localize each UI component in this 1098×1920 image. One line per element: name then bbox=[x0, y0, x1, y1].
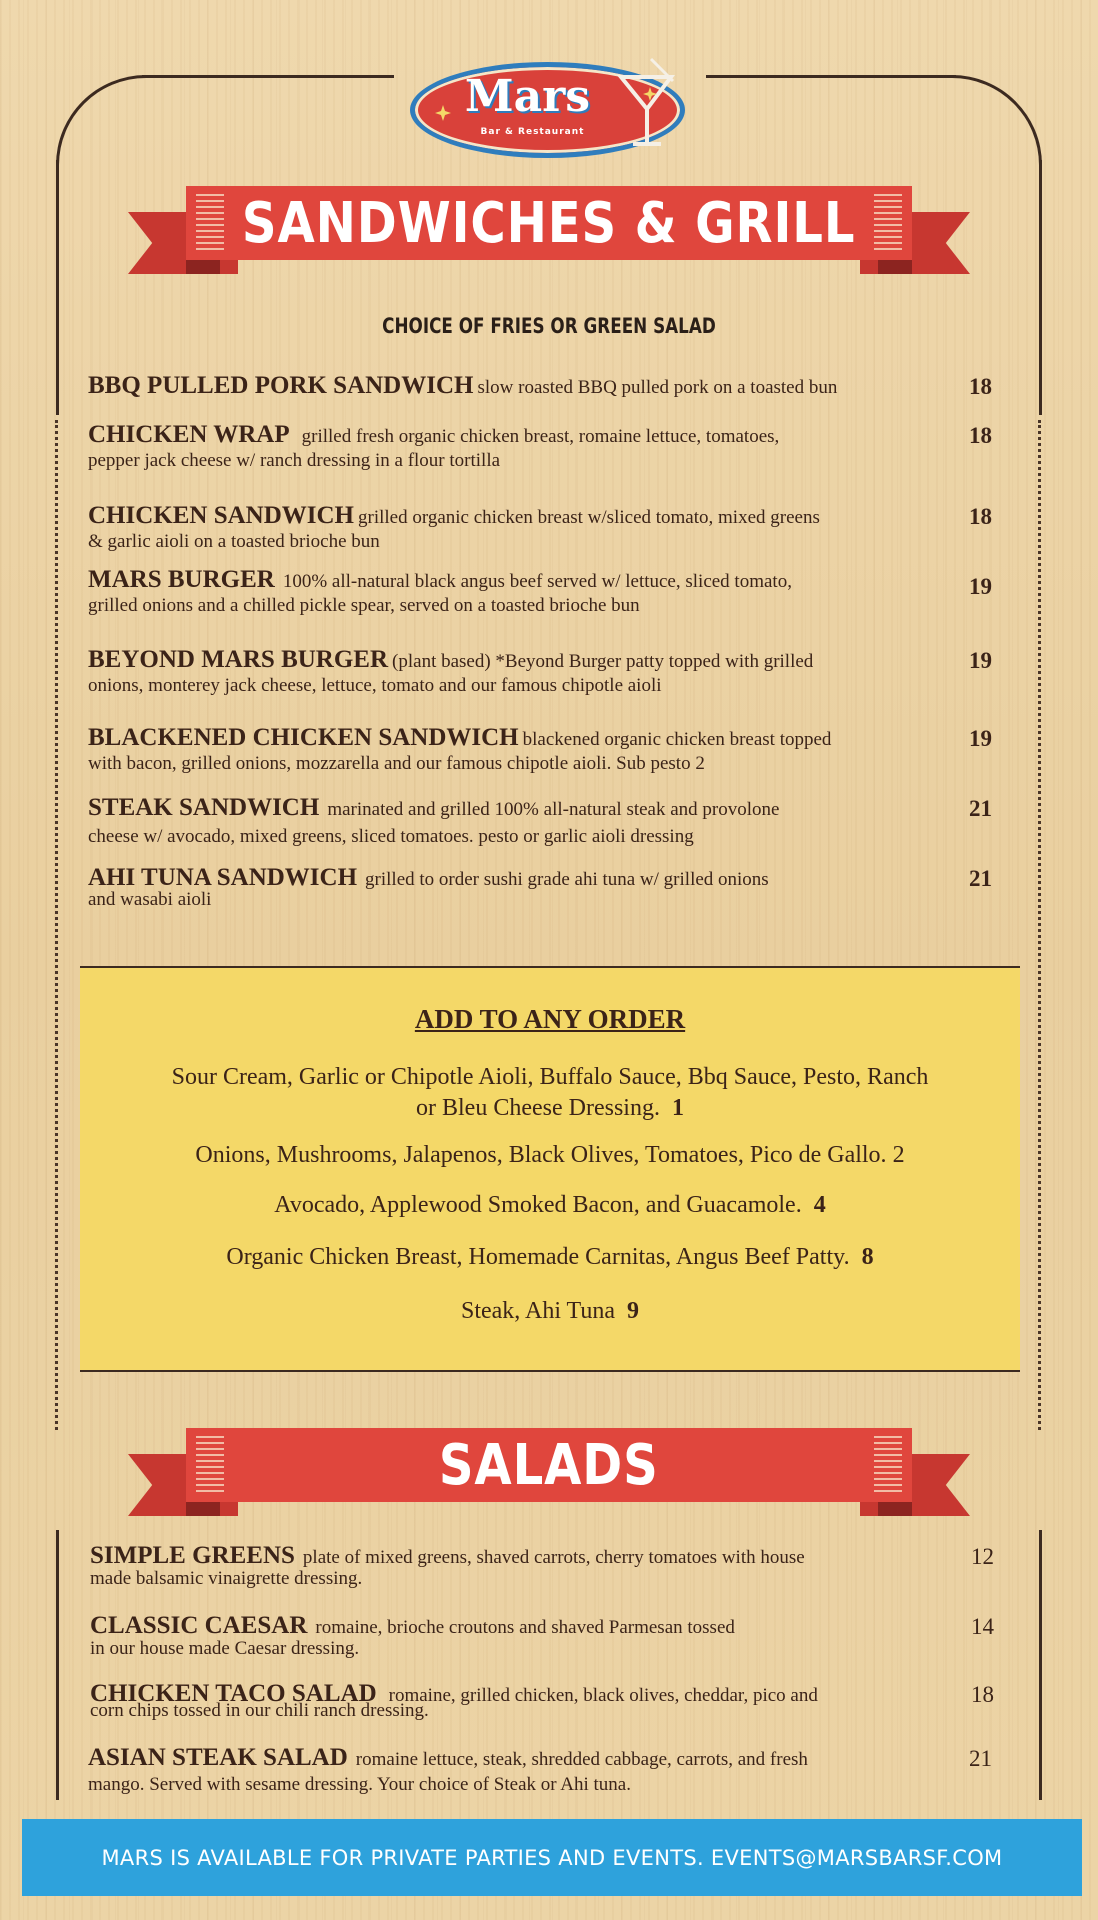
item-name: BEYOND MARS BURGER bbox=[88, 646, 389, 673]
star-icon bbox=[643, 87, 657, 101]
menu-item bbox=[88, 421, 992, 472]
item-desc-cont: made balsamic vinaigrette dressing. bbox=[90, 1568, 363, 1589]
frame-corner-left bbox=[56, 75, 146, 165]
item-desc: plate of mixed greens, shaved carrots, cherry tomatoes with house bbox=[302, 1547, 805, 1568]
item-price: 21 bbox=[969, 796, 992, 821]
item-name: CHICKEN SANDWICH bbox=[88, 502, 355, 529]
item-price: 14 bbox=[971, 1614, 994, 1639]
frame-left-solid bbox=[56, 160, 59, 415]
addon-row bbox=[120, 1242, 980, 1273]
item-name: ASIAN STEAK SALAD bbox=[88, 1744, 348, 1771]
item-desc-cont: mango. Served with sesame dressing. Your choice of Steak or Ahi tuna. bbox=[88, 1774, 631, 1795]
item-name: AHI TUNA SANDWICH bbox=[88, 864, 358, 891]
item-name: CHICKEN WRAP bbox=[88, 421, 290, 448]
item-desc-cont: grilled onions and a chilled pickle spear, served on a toasted brioche bun bbox=[88, 595, 640, 616]
menu-item bbox=[88, 372, 992, 400]
item-desc-cont: onions, monterey jack cheese, lettuce, tomato and our famous chipotle aioli bbox=[88, 675, 662, 696]
item-price: 18 bbox=[969, 374, 992, 399]
item-price: 18 bbox=[969, 423, 992, 448]
frame-top-left-line bbox=[142, 75, 394, 78]
item-desc: blackened organic chicken breast topped bbox=[522, 729, 832, 750]
item-desc-cont: pepper jack cheese w/ ranch dressing in a flour tortilla bbox=[88, 450, 501, 471]
item-desc: grilled organic chicken breast w/sliced tomato, mixed greens bbox=[358, 507, 820, 528]
item-desc-cont: cheese w/ avocado, mixed greens, sliced tomatoes. pesto or garlic aioli dressing bbox=[88, 826, 694, 847]
item-desc: (plant based) *Beyond Burger patty topped with grilled bbox=[392, 651, 814, 672]
item-price: 19 bbox=[969, 574, 992, 599]
frame-corner-right bbox=[952, 75, 1042, 165]
mars-logo bbox=[410, 62, 685, 158]
menu-item bbox=[88, 724, 992, 775]
addon-price: 9 bbox=[627, 1298, 640, 1324]
item-price: 18 bbox=[971, 1682, 994, 1707]
item-desc-cont: in our house made Caesar dressing. bbox=[90, 1638, 360, 1659]
logo-name: Mars bbox=[464, 71, 591, 122]
menu-item bbox=[88, 794, 992, 848]
footer-banner bbox=[22, 1819, 1082, 1896]
footer-text: MARS IS AVAILABLE FOR PRIVATE PARTIES AND EVENTS. EVENTS@MARSBARSF.COM bbox=[101, 1845, 1003, 1870]
item-name: SIMPLE GREENS bbox=[90, 1542, 295, 1569]
frame-right-solid-lower bbox=[1039, 1530, 1042, 1800]
addon-text: Organic Chicken Breast, Homemade Carnitas, Angus Beef Patty. bbox=[226, 1244, 850, 1270]
salads-banner bbox=[128, 1428, 970, 1528]
frame-top-right-line bbox=[706, 75, 956, 78]
item-price: 19 bbox=[969, 648, 992, 673]
menu-item bbox=[88, 864, 992, 911]
menu-item bbox=[90, 1612, 994, 1660]
item-name: MARS BURGER bbox=[88, 566, 275, 593]
item-desc-cont: with bacon, grilled onions, mozzarella and our famous chipotle aioli. Sub pesto 2 bbox=[88, 753, 705, 774]
item-name: CLASSIC CAESAR bbox=[90, 1612, 308, 1639]
logo-subtitle: Bar & Restaurant bbox=[480, 127, 585, 137]
addon-text: Onions, Mushrooms, Jalapenos, Black Olives, Tomatoes, Pico de Gallo. bbox=[195, 1142, 887, 1168]
section-title: SANDWICHES & GRILL bbox=[242, 190, 856, 256]
addon-row bbox=[120, 1190, 980, 1221]
item-price: 12 bbox=[971, 1544, 994, 1569]
item-price: 18 bbox=[969, 504, 992, 529]
addon-row bbox=[120, 1296, 980, 1327]
addon-price: 8 bbox=[861, 1244, 874, 1270]
addon-text: Steak, Ahi Tuna bbox=[460, 1298, 616, 1324]
item-desc-cont: and wasabi aioli bbox=[88, 889, 212, 910]
martini-glass-icon bbox=[611, 47, 691, 157]
item-name: BBQ PULLED PORK SANDWICH bbox=[88, 372, 474, 399]
star-icon bbox=[435, 105, 451, 121]
sandwiches-subtitle: CHOICE OF FRIES OR GREEN SALAD bbox=[382, 314, 716, 338]
item-name: STEAK SANDWICH bbox=[88, 794, 320, 821]
item-desc: romaine lettuce, steak, shredded cabbage, carrots, and fresh bbox=[355, 1749, 808, 1770]
menu-item bbox=[88, 1744, 992, 1796]
addon-price: 2 bbox=[892, 1142, 905, 1168]
item-name: BLACKENED CHICKEN SANDWICH bbox=[88, 724, 519, 751]
addon-price: 4 bbox=[813, 1192, 826, 1218]
item-desc: slow roasted BBQ pulled pork on a toasted bun bbox=[477, 377, 838, 398]
item-price: 19 bbox=[969, 726, 992, 751]
addon-price: 1 bbox=[671, 1095, 684, 1121]
frame-right-dots bbox=[1038, 420, 1044, 1430]
section-title: SALADS bbox=[439, 1432, 659, 1498]
frame-left-solid-lower bbox=[56, 1530, 59, 1800]
addon-text: Sour Cream, Garlic or Chipotle Aioli, Buffalo Sauce, Bbq Sauce, Pesto, Ranch or Bleu Cheese Dressing. bbox=[171, 1064, 929, 1121]
item-desc: 100% all-natural black angus beef served w/ lettuce, sliced tomato, bbox=[282, 571, 792, 592]
frame-right-solid bbox=[1039, 160, 1042, 415]
addon-row bbox=[120, 1140, 980, 1171]
menu-item bbox=[88, 502, 992, 553]
ribbon-main bbox=[186, 186, 912, 260]
item-desc: romaine, brioche croutons and shaved Parmesan tossed bbox=[315, 1617, 735, 1638]
frame-left-dots bbox=[55, 420, 61, 1430]
sandwiches-banner bbox=[128, 186, 970, 286]
menu-item bbox=[88, 646, 992, 697]
item-price: 21 bbox=[969, 866, 992, 891]
item-name: CHICKEN TACO SALAD bbox=[90, 1680, 377, 1707]
addon-text: Avocado, Applewood Smoked Bacon, and Guacamole. bbox=[274, 1192, 802, 1218]
item-desc: romaine, grilled chicken, black olives, cheddar, pico and bbox=[388, 1685, 818, 1706]
add-to-order-box bbox=[80, 966, 1020, 1372]
menu-item bbox=[90, 1680, 994, 1722]
item-desc-cont: & garlic aioli on a toasted brioche bun bbox=[88, 531, 380, 552]
item-desc: grilled fresh organic chicken breast, romaine lettuce, tomatoes, bbox=[301, 426, 780, 447]
addon-row bbox=[170, 1062, 930, 1124]
item-desc: marinated and grilled 100% all-natural steak and provolone bbox=[327, 799, 780, 820]
item-desc-cont: corn chips tossed in our chili ranch dressing. bbox=[90, 1700, 429, 1721]
item-price: 21 bbox=[969, 1746, 992, 1771]
menu-item bbox=[90, 1542, 994, 1590]
menu-item bbox=[88, 566, 992, 617]
add-to-order-heading: ADD TO ANY ORDER bbox=[414, 1004, 686, 1034]
ribbon-main bbox=[186, 1428, 912, 1502]
item-desc: grilled to order sushi grade ahi tuna w/ grilled onions bbox=[365, 869, 769, 890]
